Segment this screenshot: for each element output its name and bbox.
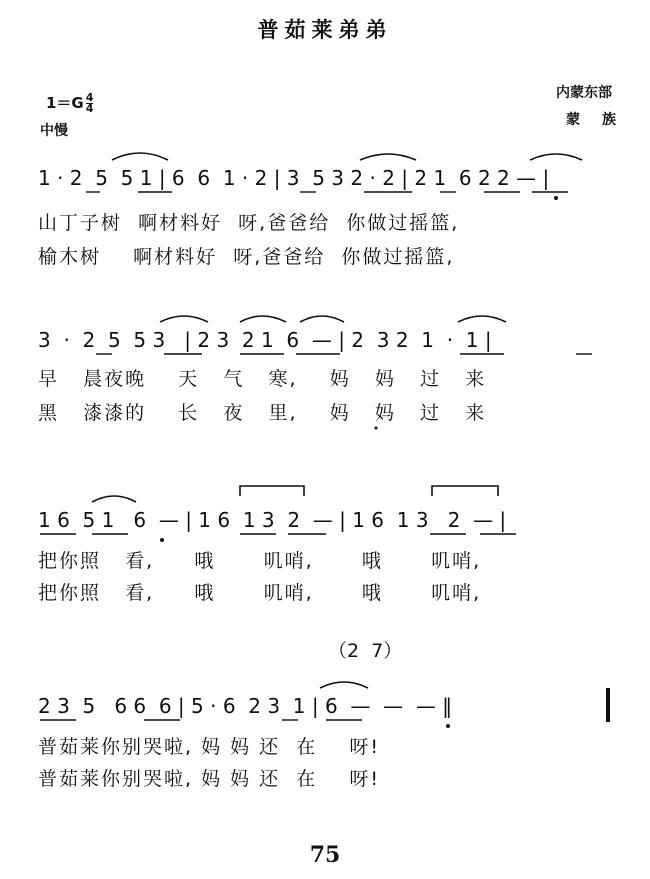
bracket-2 bbox=[432, 486, 498, 496]
source-ethnicity: 蒙族 bbox=[566, 112, 638, 128]
lyric-line-1a: 山丁子树 啊材料好 呀,爸爸给 你做过摇篮, bbox=[38, 212, 460, 234]
low-octave-dot bbox=[160, 538, 164, 542]
time-top: 4 bbox=[85, 91, 94, 104]
time-bottom: 4 bbox=[85, 102, 94, 115]
notation-line-4: 2 3 5 6 6 6 | 5 · 6 2 3 1 | 6 — — — ‖ bbox=[38, 694, 453, 718]
final-barline bbox=[606, 688, 610, 722]
slur-9 bbox=[320, 682, 368, 688]
slur-5 bbox=[240, 316, 286, 322]
slur-7 bbox=[458, 316, 506, 322]
notation-line-3: 1 6 5 1 6 — | 1 6 1 3 2 — | 1 6 1 3 2 — | bbox=[38, 508, 507, 532]
key-label: 1＝G bbox=[46, 94, 84, 112]
page-number: 75 bbox=[309, 842, 341, 868]
slur-6 bbox=[300, 316, 344, 322]
lyric-line-4a: 普茹莱你别哭啦, 妈 妈 还 在 呀! bbox=[38, 736, 381, 758]
dot bbox=[375, 427, 378, 430]
tempo-marking: 中慢 bbox=[40, 123, 68, 139]
notation-line-2: 3 · 2 5 5 3 | 2 3 2 1 6 — | 2 3 2 1 · 1 | bbox=[38, 328, 492, 352]
lyric-line-2a: 早 晨夜晚 天 气 寒, 妈 妈 过 来 bbox=[38, 368, 487, 390]
slur-4 bbox=[160, 316, 208, 322]
slur-2 bbox=[360, 154, 416, 160]
lyric-line-3a: 把你照 看, 哦 叽哨, 哦 叽哨, bbox=[38, 550, 482, 572]
slur-3 bbox=[530, 154, 582, 160]
slur-1 bbox=[112, 153, 168, 160]
lyric-line-3b: 把你照 看, 哦 叽哨, 哦 叽哨, bbox=[38, 582, 482, 604]
low-octave-dot bbox=[554, 196, 558, 200]
lyric-line-2b: 黑 漆漆的 长 夜 里, 妈 妈 过 来 bbox=[38, 402, 487, 424]
alternate-ending: （2 7） bbox=[328, 640, 403, 662]
bracket-1 bbox=[240, 486, 304, 496]
notation-line-1: 1 · 2 5 5 1 | 6 6 1 · 2 | 3 5 3 2 · 2 | 2 1 6 2 2 — | bbox=[38, 166, 550, 190]
song-title: 普茹莱弟弟 bbox=[257, 18, 393, 42]
slur-8 bbox=[92, 496, 136, 502]
low-octave-dot bbox=[446, 724, 450, 728]
lyric-line-1b: 榆木树 啊材料好 呀,爸爸给 你做过摇篮, bbox=[38, 246, 455, 268]
lyric-line-4b: 普茹莱你别哭啦, 妈 妈 还 在 呀! bbox=[38, 768, 381, 790]
source-region: 内蒙东部 bbox=[556, 85, 612, 101]
